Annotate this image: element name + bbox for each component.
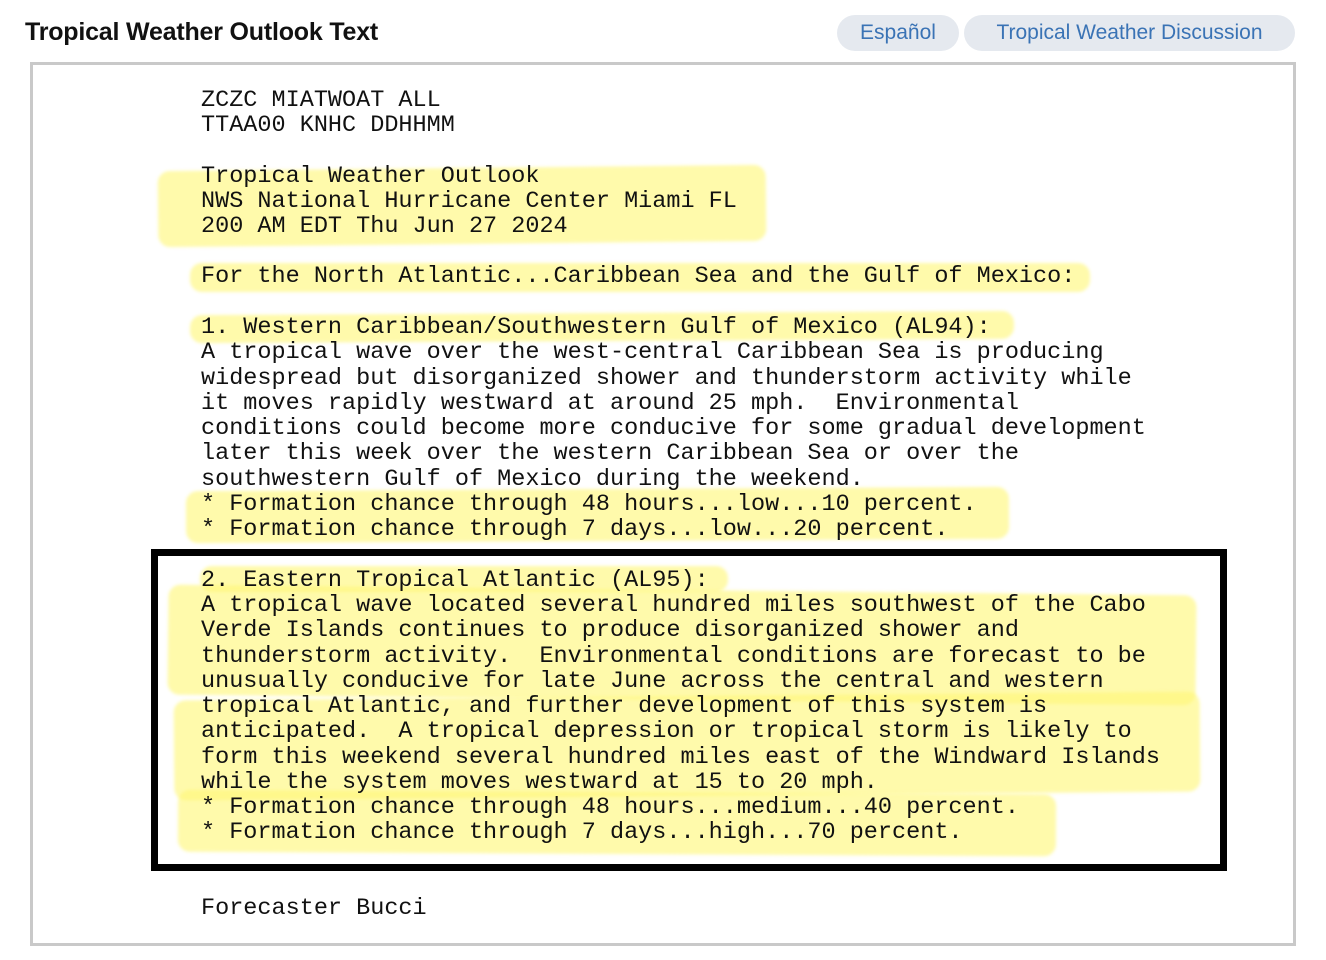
product-line: 200 AM EDT Thu Jun 27 2024	[201, 213, 568, 240]
product-line: TTAA00 KNHC DDHHMM	[201, 112, 455, 139]
page-title: Tropical Weather Outlook Text	[25, 18, 379, 46]
product-line: A tropical wave located several hundred miles southwest of the Cabo	[201, 592, 1146, 619]
tropical-weather-discussion-button[interactable]: Tropical Weather Discussion	[964, 15, 1295, 51]
product-line: * Formation chance through 48 hours...medium...40 percent.	[201, 794, 1019, 821]
product-line: form this weekend several hundred miles east of the Windward Islands	[201, 744, 1160, 771]
product-line: 1. Western Caribbean/Southwestern Gulf of Mexico (AL94):	[201, 314, 991, 341]
product-line: anticipated. A tropical depression or tropical storm is likely to	[201, 718, 1132, 745]
product-line: * Formation chance through 48 hours...low...10 percent.	[201, 491, 977, 518]
product-line: conditions could become more conducive for some gradual development	[201, 415, 1146, 442]
product-line: ZCZC MIATWOAT ALL	[201, 87, 441, 114]
product-line: while the system moves westward at 15 to 20 mph.	[201, 769, 878, 796]
product-line: thunderstorm activity. Environmental conditions are forecast to be	[201, 643, 1146, 670]
product-line: widespread but disorganized shower and thunderstorm activity while	[201, 365, 1132, 392]
product-line: * Formation chance through 7 days...low...20 percent.	[201, 516, 949, 543]
product-line: southwestern Gulf of Mexico during the weekend.	[201, 466, 864, 493]
spanish-button[interactable]: Español	[837, 15, 959, 51]
product-line: Forecaster Bucci	[201, 895, 427, 922]
product-line: unusually conducive for late June across the central and western	[201, 668, 1104, 695]
product-line: tropical Atlantic, and further development of this system is	[201, 693, 1048, 720]
product-line: Verde Islands continues to produce disorganized shower and	[201, 617, 1019, 644]
product-line: 2. Eastern Tropical Atlantic (AL95):	[201, 567, 709, 594]
item2-annotation-frame	[151, 549, 1227, 871]
product-line: * Formation chance through 7 days...high...70 percent.	[201, 819, 963, 846]
product-line: it moves rapidly westward at around 25 mph. Environmental	[201, 390, 1019, 417]
product-line: NWS National Hurricane Center Miami FL	[201, 188, 737, 215]
product-line: Tropical Weather Outlook	[201, 163, 540, 190]
product-line: later this week over the western Caribbean Sea or over the	[201, 440, 1019, 467]
product-line: For the North Atlantic...Caribbean Sea and the Gulf of Mexico:	[201, 263, 1076, 290]
product-line: A tropical wave over the west-central Caribbean Sea is producing	[201, 339, 1104, 366]
